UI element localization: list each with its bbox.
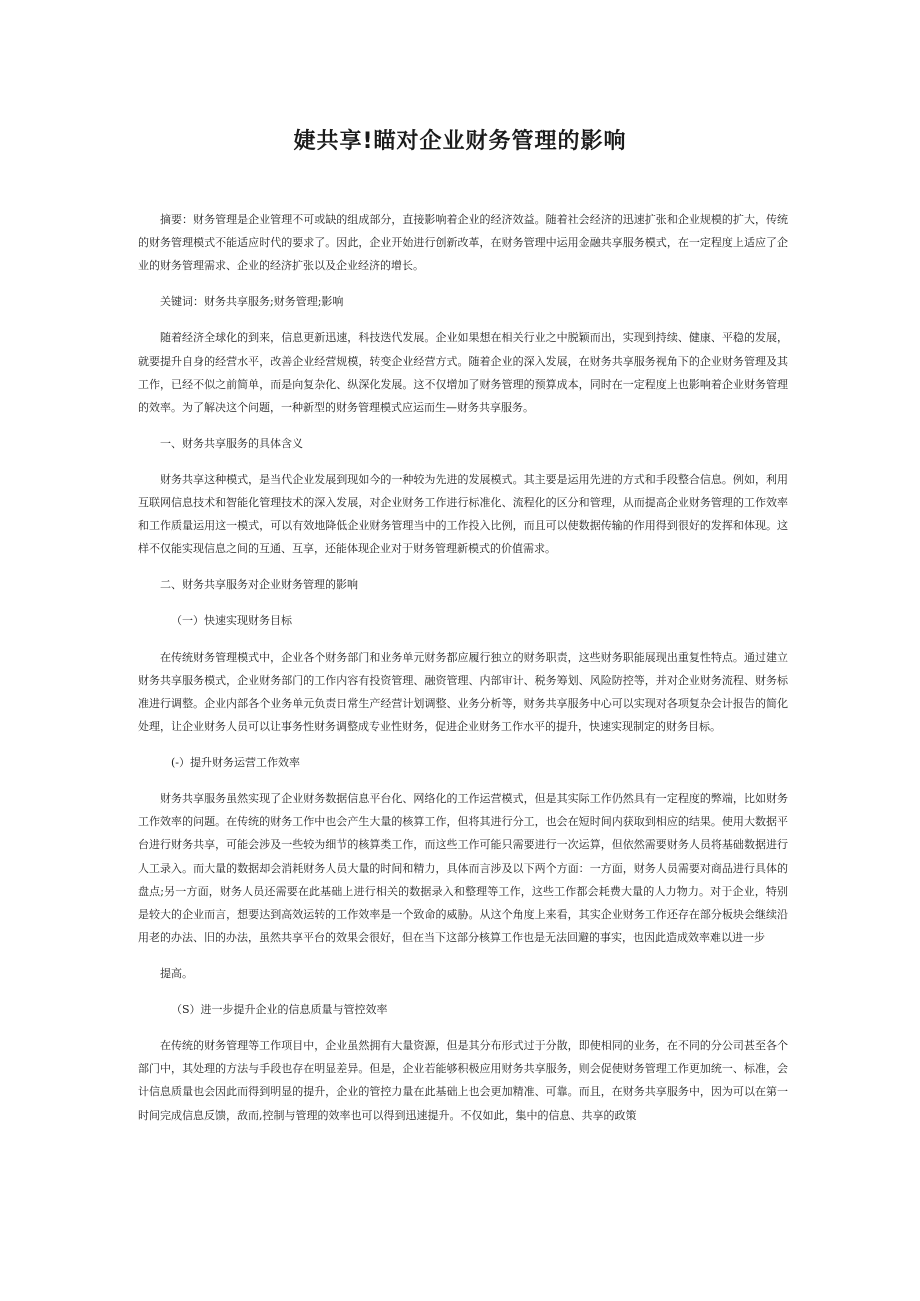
document-body — [138, 208, 788, 1139]
abstract-paragraph: 摘要：财务管理是企业管理不可或缺的组成部分，直接影响着企业的经济效益。随着社会经济的迅速扩张和企业规模的扩大，传统的财务管理模式不能适应时代的要求了。因此，企业开始进行创新改革，在财务管理中运用金融共享服务模式，在一定程度上适应了企业的财务管理需求、企业的经济扩张以及企业经济的增长。 — [138, 213, 788, 273]
subsection-2-paragraph: 财务共享服务虽然实现了企业财务数据信息平台化、网络化的工作运营模式，但是其实际工作仍然具有一定程度的弊端，比如财务工作效率的问题。在传统的财务工作中也会产生大量的核算工作，但将其进行分工，也会在短时间内获取到相应的结果。使用大数据平台进行财务共享，可能会涉及一些较为细节的核算类工作，而这些工作可能只需要进行一次运算，但依然需要财务人员将基础数据进行人工录入。而大量的数据却会消耗财务人员大量的时间和精力，具体而言涉及以下两个方面：一方面，财务人员需要对商品进行具体的盘点;另一方面，财务人员还需要在此基础上进行相关的数据录入和整理等工作，这些工作都会耗费大量的人力物力。对于企业，特别是较大的企业而言，想要达到高效运转的工作效率是一个致命的威胁。从这个角度上来看，其实企业财务工作还存在部分板块会继续沿用老的办法、旧的办法，虽然共享平台的效果会很好，但在当下这部分核算工作也是无法回避的事实，也因此造成效率难以进一步 — [138, 792, 788, 945]
subsection-3-paragraph: 在传统的财务管理等工作项目中，企业虽然拥有大量资源，但是其分布形式过于分散，即使相同的业务，在不同的分公司甚至各个部门中，其处理的方法与手段也存在明显差异。但是，企业若能够积极应用财务共享服务，则会促使财务管理工作更加统一、标准，会计信息质量也会因此而得到明显的提升，企业的管控力量在此基础上也会更加精准、可靠。而且，在财务共享服务中，因为可以在第一时间完成信息反馈，敌而,控制与管理的效率也可以得到迅速提升。不仅如此，集中的信息、共享的政策 — [138, 1038, 788, 1122]
section-1-heading: 一、财务共享服务的具体含义 — [160, 436, 303, 450]
subsection-2-heading: (-）提升财务运营工作效率 — [171, 755, 301, 769]
keywords-line: 关键词：财务共享服务;财务管理;影响 — [160, 295, 344, 309]
document-title: 婕共享!瞄对企业财务管理的影响 — [293, 129, 627, 154]
section-2-heading: 二、财务共享服务对企业财务管理的影响 — [160, 578, 358, 592]
subsection-3-heading: （S）进一步提升企业的信息质量与管控效率 — [171, 1002, 388, 1016]
intro-paragraph: 随着经济全球化的到来，信息更新迅速，科技迭代发展。企业如果想在相关行业之中脱颖而出，实现到持续、健康、平稳的发展，就要提升自身的经营水平，改善企业经营规模，转变企业经营方式。随着企业的深入发展，在财务共享服务视角下的企业财务管理及其工作，已经不似之前简单，而是向复杂化、纵深化发展。这不仅增加了财务管理的预算成本，同时在一定程度上也影响着企业财务管理的效率。为了解决这个问题，一种新型的财务管理模式应运而生—财务共享服务。 — [138, 331, 788, 414]
section-1-paragraph: 财务共享这种模式，是当代企业发展到现如今的一种较为先进的发展模式。其主要是运用先进的方式和手段整合信息。例如，利用互联网信息技术和智能化管理技术的深入发展，对企业财务工作进行标准化、流程化的区分和管理，从而提高企业财务管理的工作效率和工作质量运用这一模式，可以有效地降低企业财务管理当中的工作投入比例，而且可以使数据传输的作用得到很好的发挥和体现。这样不仅能实现信息之间的互通、互享，还能体现企业对于财务管理新模式的价值需求。 — [138, 472, 788, 556]
subsection-1-paragraph: 在传统财务管理模式中，企业各个财务部门和业务单元财务都应履行独立的财务职责，这些财务职能展现出重复性特点。通过建立财务共享服务模式，企业财务部门的工作内容有投资管理、融资管理、内部审计、税务筹划、风险防控等，并对企业财务流程、财务标准进行调整。企业内部各个业务单元负责日常生产经营计划调整、业务分析等，财务共享服务中心可以实现对各项复杂会计报告的简化处理，让企业财务人员可以让事务性财务调整成专业性财务，促进企业财务工作水平的提升，快速实现制定的财务目标。 — [138, 650, 788, 734]
subsection-2-fragment: 提高。 — [160, 966, 193, 980]
subsection-1-heading: （一）快速实现财务目标 — [171, 614, 292, 628]
